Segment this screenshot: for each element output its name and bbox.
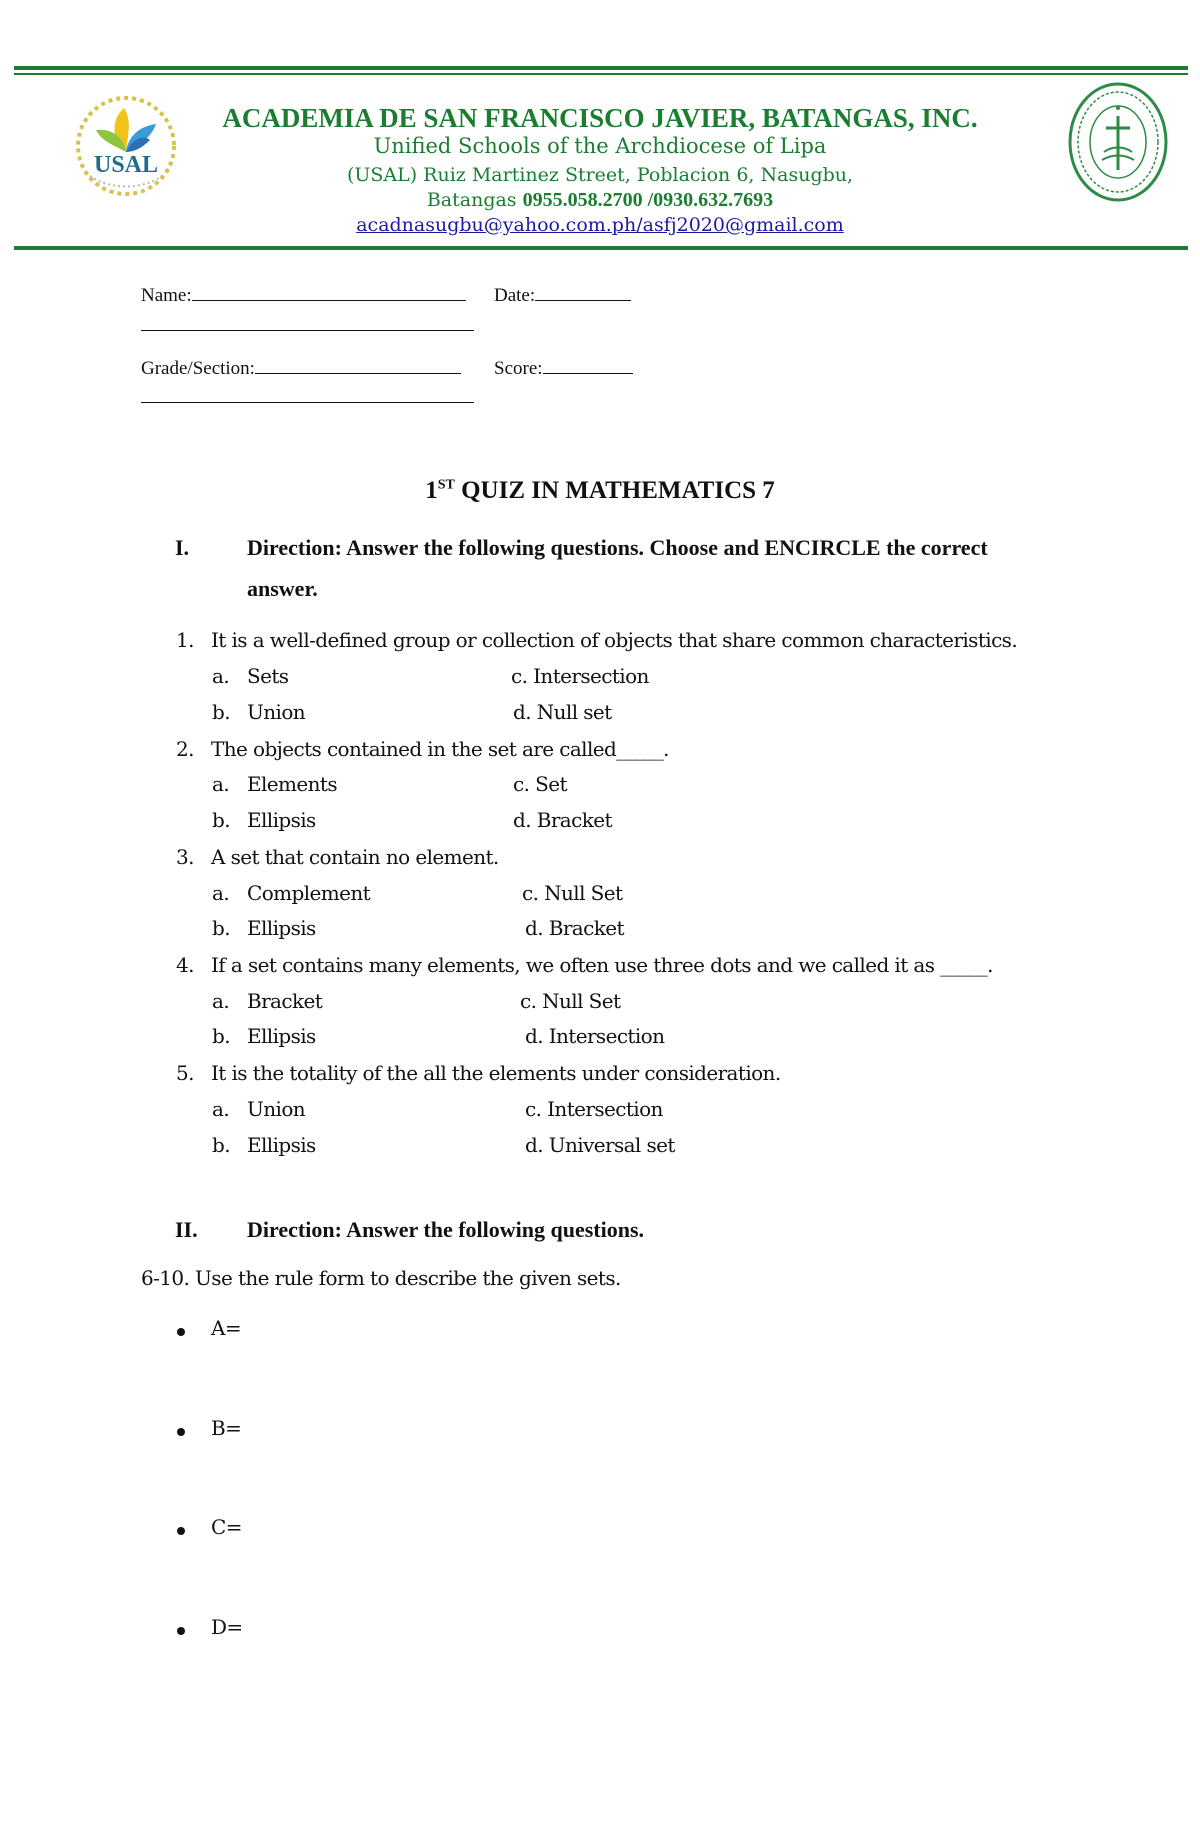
usal-logo-text: USAL [93, 152, 159, 178]
grade-section-field-line [141, 402, 474, 403]
question-number: 3. [176, 845, 194, 869]
option-a[interactable]: Elements [247, 772, 338, 796]
question-number: 1. [176, 628, 194, 652]
header-phones: 0955.058.2700 /0930.632.7693 [522, 189, 774, 211]
option-d[interactable]: d. Universal set [525, 1133, 675, 1157]
section-2-numeral: II. [175, 1217, 198, 1242]
option-c[interactable]: c. Set [513, 772, 567, 796]
question-text: If a set contains many elements, we often use three dots and we called it as _____. [211, 953, 993, 977]
score-label: Score: [494, 358, 543, 379]
section-1-numeral: I. [175, 535, 190, 560]
option-a[interactable]: Complement [247, 881, 371, 905]
school-name: ACADEMIA DE SAN FRANCISCO JAVIER, BATANGAS, INC. [222, 103, 978, 133]
grade-section-field[interactable] [141, 357, 461, 380]
option-c[interactable]: c. Intersection [525, 1097, 663, 1121]
option-d[interactable]: d. Null set [513, 700, 612, 724]
list-bullet [177, 1328, 185, 1336]
header-email-line [0, 214, 1200, 236]
header-line-3-prefix: Batangas [426, 189, 523, 211]
option-b-letter: b. [212, 916, 230, 940]
option-b-letter: b. [212, 700, 230, 724]
option-a[interactable]: Sets [247, 664, 289, 688]
header-bottom-rule [14, 246, 1188, 250]
date-field[interactable] [494, 284, 631, 307]
question-number: 2. [176, 737, 194, 761]
option-b-letter: b. [212, 1024, 230, 1048]
option-b-letter: b. [212, 808, 230, 832]
option-b[interactable]: Union [247, 700, 306, 724]
question-text: A set that contain no element. [211, 845, 499, 869]
option-a-letter: a. [212, 664, 230, 688]
option-d[interactable]: d. Bracket [513, 808, 612, 832]
name-label: Name: [141, 285, 192, 306]
section-1-direction-line-2: answer. [247, 576, 318, 601]
name-field[interactable] [141, 284, 466, 307]
question-number: 5. [176, 1061, 194, 1085]
option-b[interactable]: Ellipsis [247, 1133, 316, 1157]
quiz-title-number: 1 [425, 477, 438, 504]
header-line-2: (USAL) Ruiz Martinez Street, Poblacion 6, Nasugbu, [346, 164, 854, 186]
header-top-rule-thin [14, 73, 1188, 75]
option-c[interactable]: c. Null Set [522, 881, 623, 905]
option-d[interactable]: d. Intersection [525, 1024, 665, 1048]
option-b[interactable]: Ellipsis [247, 1024, 316, 1048]
header-line-3 [0, 189, 1200, 212]
date-label: Date: [494, 285, 536, 306]
section-2-instruction: 6-10. Use the rule form to describe the given sets. [141, 1266, 621, 1290]
section-1-direction-line-1: Direction: Answer the following questions. Choose and ENCIRCLE the correct [247, 535, 988, 560]
grade-section-label: Grade/Section: [141, 358, 255, 379]
list-bullet [177, 1428, 185, 1436]
quiz-title-suffix: ST [437, 477, 455, 493]
option-b[interactable]: Ellipsis [247, 808, 316, 832]
header-line-1: Unified Schools of the Archdiocese of Lipa [373, 134, 827, 158]
option-a-letter: a. [212, 1097, 230, 1121]
name-field-line [141, 330, 474, 331]
question-text: It is the totality of the all the elements under consideration. [211, 1061, 781, 1085]
option-c[interactable]: c. Intersection [511, 664, 649, 688]
option-a-letter: a. [212, 881, 230, 905]
header-email-link[interactable]: acadnasugbu@yahoo.com.ph/asfj2020@gmail.com [356, 214, 844, 236]
option-a[interactable]: Bracket [247, 989, 323, 1013]
question-number: 4. [176, 953, 194, 977]
header-top-rule-thick [14, 66, 1188, 70]
list-bullet [177, 1527, 185, 1535]
list-bullet [177, 1627, 185, 1635]
set-item: C= [211, 1515, 242, 1539]
quiz-title-text: QUIZ IN MATHEMATICS 7 [454, 477, 775, 504]
option-c[interactable]: c. Null Set [520, 989, 621, 1013]
option-a-letter: a. [212, 772, 230, 796]
set-item: A= [211, 1316, 242, 1340]
option-b[interactable]: Ellipsis [247, 916, 316, 940]
set-item: B= [211, 1416, 242, 1440]
set-item: D= [211, 1615, 243, 1639]
quiz-title [0, 477, 1200, 505]
option-b-letter: b. [212, 1133, 230, 1157]
question-text: The objects contained in the set are called_____. [211, 737, 669, 761]
option-a[interactable]: Union [247, 1097, 306, 1121]
section-2-direction: Direction: Answer the following questions. [247, 1217, 645, 1242]
option-a-letter: a. [212, 989, 230, 1013]
question-text: It is a well-defined group or collection of objects that share common characteristics. [211, 628, 1018, 652]
score-field[interactable] [494, 357, 633, 380]
option-d[interactable]: d. Bracket [525, 916, 624, 940]
